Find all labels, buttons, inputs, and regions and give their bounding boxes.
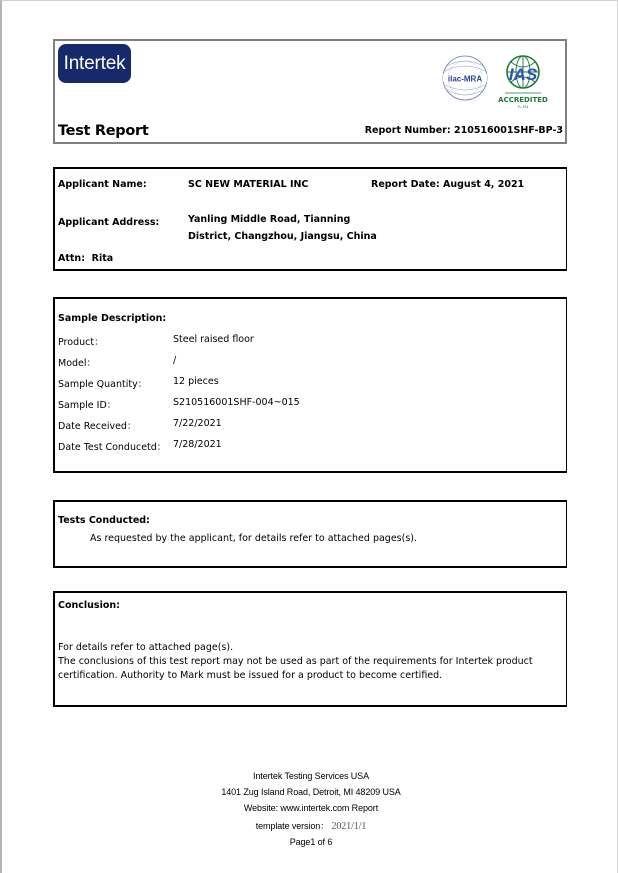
footer-website: Website: www.intertek.com Report bbox=[243, 803, 379, 813]
tests-conducted-section bbox=[53, 500, 567, 568]
sample-value-quantity: 12 pieces bbox=[173, 376, 219, 387]
sample-value-date-received: 7/22/2021 bbox=[173, 418, 222, 429]
page-title: Test Report bbox=[58, 123, 149, 139]
page-number: Page1 of 6 bbox=[289, 837, 333, 847]
sample-heading: Sample Description: bbox=[58, 313, 167, 324]
intertek-logo: Intertek bbox=[58, 44, 131, 83]
footer-company: Intertek Testing Services USA bbox=[253, 771, 369, 781]
tests-text: As requested by the applicant, for details refer to attached pages(s). bbox=[90, 533, 418, 544]
conclusion-section bbox=[53, 591, 567, 707]
accredited-text: ACCREDITED bbox=[498, 96, 548, 104]
report-header bbox=[53, 39, 567, 144]
accreditation-logos bbox=[441, 53, 551, 113]
applicant-section bbox=[53, 167, 567, 271]
template-version-value: 2021/1/1 bbox=[331, 821, 367, 832]
ias-accredited-icon bbox=[498, 56, 548, 109]
footer-template-version bbox=[2, 819, 618, 832]
report-date bbox=[371, 179, 524, 190]
report-number bbox=[365, 125, 563, 136]
sample-label-quantity: Sample Quantity： bbox=[58, 379, 148, 390]
applicant-address-line1: Yanling Middle Road, Tianning bbox=[188, 214, 351, 225]
attn-value: Rita bbox=[91, 253, 114, 264]
applicant-address-label: Applicant Address: bbox=[58, 217, 160, 228]
ilac-text: ilac-MRA bbox=[447, 74, 483, 84]
ilac-mra-icon bbox=[443, 56, 487, 100]
conclusion-line-3: certification. Authority to Mark must be issued for a product to become certified. bbox=[58, 670, 443, 681]
sample-value-id: S210516001SHF-004~015 bbox=[173, 397, 300, 408]
conclusion-line-1: For details refer to attached page(s). bbox=[58, 642, 234, 653]
attn bbox=[58, 253, 113, 264]
sample-label-product: Product： bbox=[58, 337, 104, 348]
sample-description-section bbox=[53, 297, 567, 473]
report-date-value: August 4, 2021 bbox=[443, 179, 525, 190]
report-date-label: Report Date: bbox=[371, 179, 440, 190]
report-number-value: 210516001SHF-BP-3 bbox=[453, 125, 563, 136]
tests-heading: Tests Conducted: bbox=[58, 515, 150, 526]
sample-label-date-received: Date Received： bbox=[58, 421, 137, 432]
sample-value-model: / bbox=[173, 355, 177, 366]
conclusion-line-2: The conclusions of this test report may not be used as part of the requirements for Intertek product bbox=[58, 656, 533, 667]
applicant-address-line2: District, Changzhou, Jiangsu, China bbox=[188, 231, 377, 242]
sample-value-product: Steel raised floor bbox=[173, 334, 254, 345]
ias-text: IAS bbox=[508, 65, 538, 84]
sample-label-model: Model： bbox=[58, 358, 97, 369]
attn-label: Attn: bbox=[58, 253, 85, 264]
sample-label-date-tested: Date Test Conducetd： bbox=[58, 442, 167, 453]
sample-value-date-tested: 7/28/2021 bbox=[173, 439, 222, 450]
applicant-name-label: Applicant Name: bbox=[58, 179, 147, 190]
conclusion-heading: Conclusion: bbox=[58, 600, 120, 611]
report-number-label: Report Number: bbox=[364, 125, 451, 136]
sample-label-id: Sample ID： bbox=[58, 400, 117, 411]
footer-address: 1401 Zug Island Road, Detroit, MI 48209 USA bbox=[221, 787, 401, 797]
applicant-name-value: SC NEW MATERIAL INC bbox=[188, 179, 309, 190]
template-version-label: template version： bbox=[255, 821, 330, 831]
tl-number-text: TL 394 bbox=[517, 105, 529, 109]
